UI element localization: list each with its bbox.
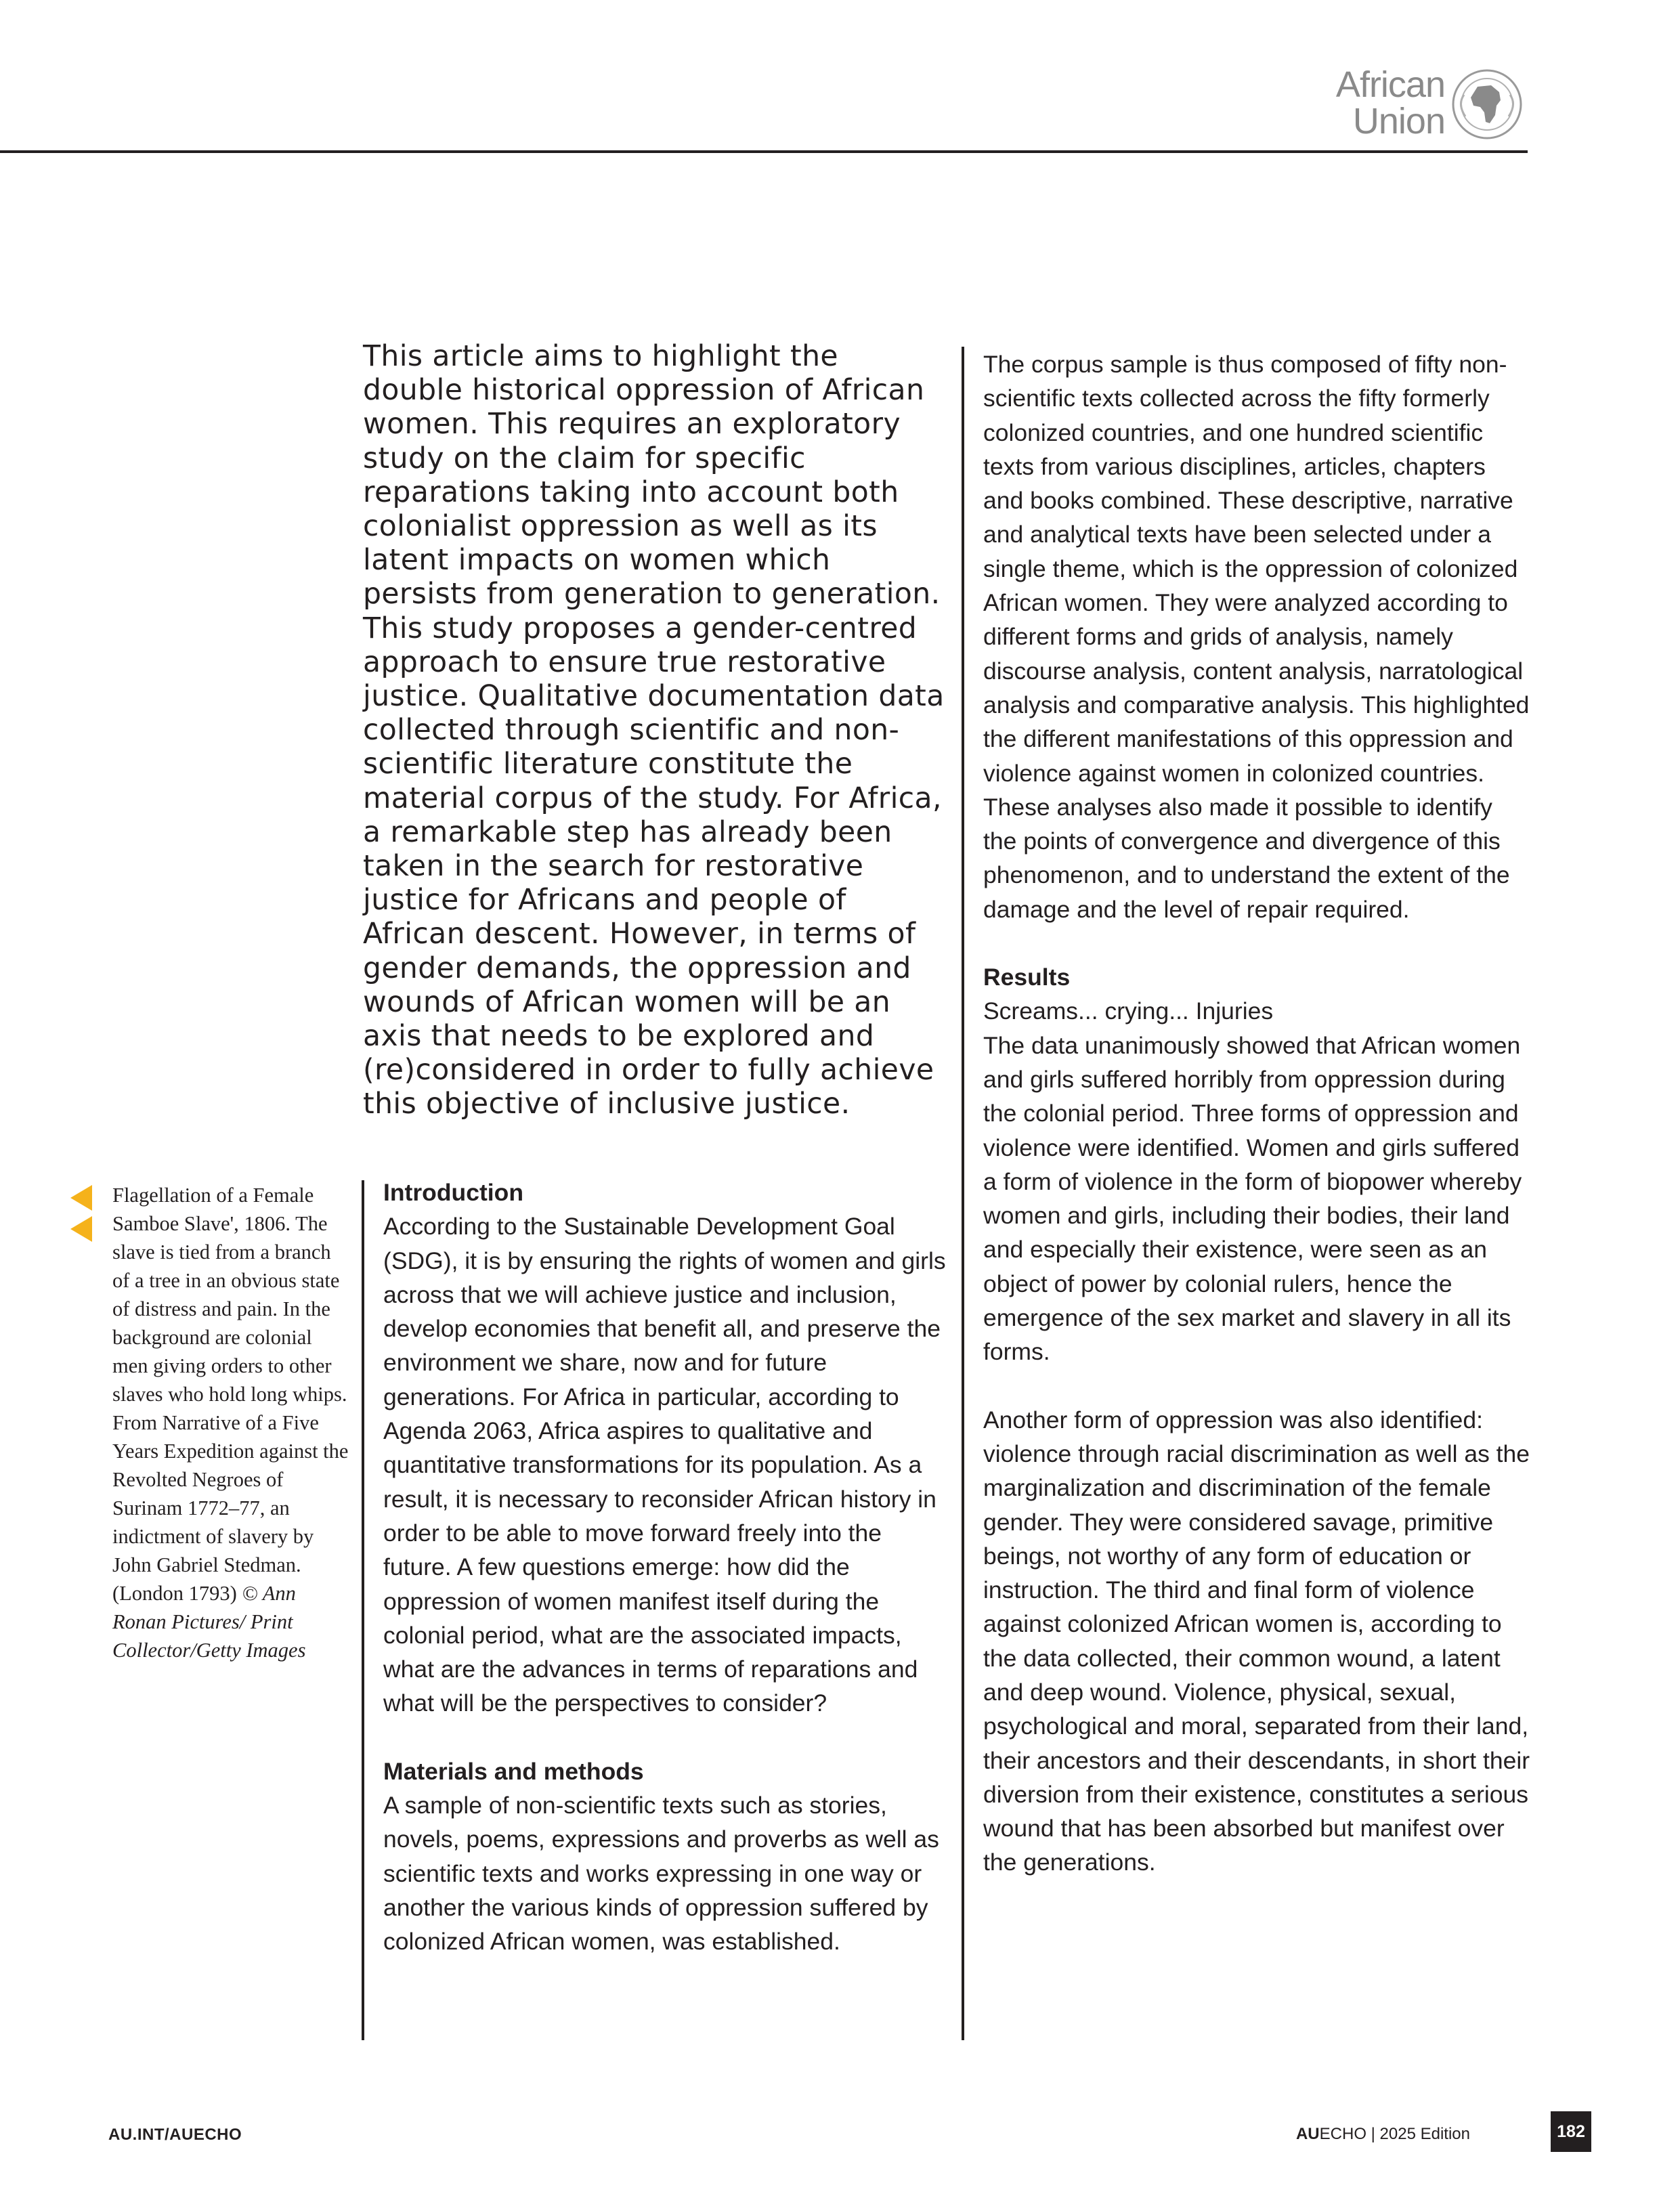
introduction-body: According to the Sustainable Development Goal (SDG), it is by ensuring the rights of women and girls across that we will achieve justice and inclusion, develop economies that benefit all, and preserve the environment we share, now and for future generations. For Africa in particular, according to Agenda 2063, Africa aspires to qualitative and quantitative transformations for its population. As a result, it is necessary to reconsider African history in order to be able to move forward freely into the future. A few questions emerge: how did the oppression of women manifest itself during the colonial period, what are the associated impacts, what are the advances in terms of reparations and what will be the perspectives to consider? [383,1213,946,1717]
results-paragraph-1: The data unanimously showed that African women and girls suffered horribly from oppression during the colonial period. Three forms of oppression and violence were identified. Women and girls suffered a form of violence in the form of biopower whereby women and girls, including their bodies, their land and especially their existence, were seen as an object of power by colonial rulers, hence the emergence of the sex market and slavery in all its forms. [983,1031,1522,1366]
materials-heading: Materials and methods [383,1757,644,1785]
logo-line-2: Union [1352,101,1445,142]
results-subtitle: Screams... crying... Injuries [983,997,1274,1025]
african-union-emblem-icon [1450,68,1524,141]
arrow-left-icon [70,1216,92,1242]
right-column [983,347,1532,1880]
results-paragraph-2: Another form of oppression was also identified: violence through racial discrimination as well as the marginalization and discrimination of the female gender. They were considered savage, primitive beings, not worthy of any form of education or instruction. The third and final form of violence against colonized African women is, according to the data collected, their common wound, a latent and deep wound. Violence, physical, sexual, psychological and moral, separated from their land, their ancestors and their descendants, in short their diversion from their existence, constitutes a serious wound that has been absorbed but manifest over the generations. [983,1406,1530,1876]
page-number: 182 [1551,2111,1591,2152]
footer-edition [1296,2125,1470,2144]
caption-text: Flagellation of a Female Samboe Slave', 1806. The slave is tied from a branch of a tree in an obvious state of distress and pain. In the background are colonial men giving orders to other slaves who hold long whips. From Narrative of a Five Years Expedition against the Revolted Negroes of Surinam 1772–77, an indictment of slavery by John Gabriel Stedman. (London 1793) [112,1184,349,1605]
caption-credit: © Ann Ronan Pictures/ Print Collector/Getty Images [112,1582,306,1662]
column-divider-left [362,1180,364,2040]
footer-brand-rest: ECHO | 2025 Edition [1319,2125,1470,2143]
logo-wordmark [1335,64,1445,142]
photo-caption [112,1181,349,1664]
results-heading: Results [983,964,1071,991]
column-divider-right [962,347,964,2040]
lead-paragraph: This article aims to highlight the double historical oppression of African women. This requires an exploratory study on the claim for specific reparations taking into account both colonialist oppression as well as its latent impacts on women which persists from generation to generation. This study proposes a gender-centred approach to ensure true restorative justice. Qualitative documentation data collected through scientific and non-scientific literature constitute the material corpus of the study. For Africa, a remarkable step has already been taken in the search for restorative justice for Africans and people of African descent. However, in terms of gender demands, the oppression and wounds of African women will be an axis that needs to be explored and (re)considered in order to fully achieve this objective of inclusive justice. [363,340,945,1121]
logo-line-1: African [1335,64,1445,105]
caption-pointer-arrows [70,1185,95,1246]
corpus-paragraph: The corpus sample is thus composed of fifty non-scientific texts collected across the fifty formerly colonized countries, and one hundred scientific texts from various disciplines, articles, chapters and books combined. These descriptive, narrative and analytical texts have been selected under a single theme, which is the oppression of colonized African women. They were analyzed according to different forms and grids of analysis, namely discourse analysis, content analysis, narratological analysis and comparative analysis. This highlighted the different manifestations of this oppression and violence against women in colonized countries. These analyses also made it possible to identify the points of convergence and divergence of this phenomenon, and to understand the extent of the damage and the level of repair required. [983,351,1530,923]
african-union-logo [1320,65,1524,153]
materials-body: A sample of non-scientific texts such as stories, novels, poems, expressions and proverbs as well as scientific texts and works expressing in one way or another the various kinds of oppression suffered by colonized African women, was established. [383,1792,939,1956]
header-rule [0,150,1528,153]
arrow-left-icon [70,1185,92,1211]
footer-url: AU.INT/AUECHO [108,2126,242,2144]
footer-brand-bold: AU [1295,2125,1320,2143]
middle-column [383,1176,952,1959]
introduction-heading: Introduction [383,1179,524,1206]
